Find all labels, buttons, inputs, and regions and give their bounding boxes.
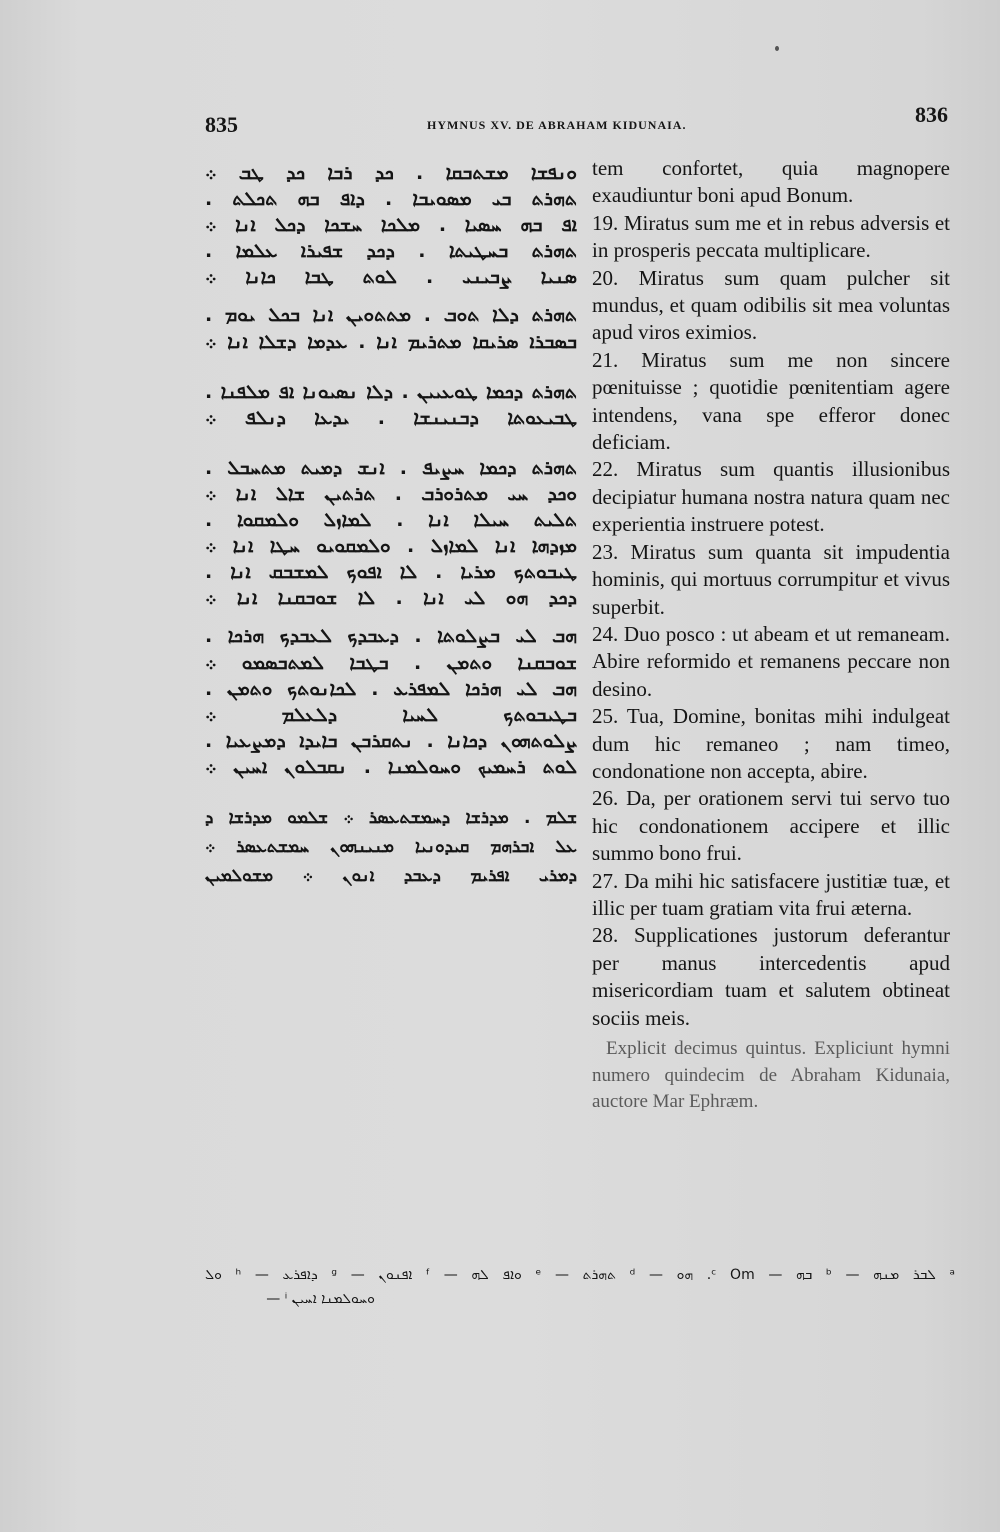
latin-paragraph: 19. Miratus sum me et in rebus adversis et in prosperis peccata multiplicare. <box>592 210 950 263</box>
syriac-line: ܨܠܘܬܗܘܢ ܕܟܐܢܐ . ܢܬܩܪܒܢ ܒܐܝܕܐ ܕܡܨܥܝܐ . <box>205 729 577 752</box>
stanza-gap <box>205 780 577 804</box>
latin-paragraph: 22. Miratus sum quantis illusionibus decipiatur humana nostra natura quam nec experientia instruere potest. <box>592 457 950 537</box>
syriac-line: ܕܟܕ ܗܘ ܠܝ ܐܢܐ . ܠܐ ܫܘܒܩܢܐ ܐܢܐ ܀ <box>205 587 577 610</box>
latin-paragraph: 26. Da, per orationem servi tui servo tuo hic condonationem accipere et illic summo bono frui. <box>592 786 950 866</box>
running-header <box>205 100 950 140</box>
page-number-left: 835 <box>205 112 238 137</box>
latin-paragraph: 25. Tua, Domine, bonitas mihi indulgeat dum hic remaneo ; nam timeo, condonatione non accepta, abire. <box>592 704 950 783</box>
footnote-line: ᵃ ܠܒܪ ܡܢܗ — ᵇ ܒܗ — ᶜ Om. ܗܘ — ᵈ ܬܗܪܬ — ᵉ ܘܐܦ ܠܗ — ᶠ ܐܦܢܘܢ — ᵍ ܕܐܦܪܥ — ʰ ܘܠ <box>205 1267 955 1283</box>
latin-paragraph: 20. Miratus sum quam pulcher sit mundus, et quam odibilis sit mea voluntas apud viros eximios. <box>592 265 950 345</box>
syriac-line: ܒܣܒܪܐ ܣܪܝܩܐ ܡܬܪܝܡ ܐܢܐ . ܥܕܡܐ ܕܫܠܐ ܐܢܐ ܀ <box>205 330 577 353</box>
syriac-line: ܗܒ ܠܝ ܗܪܟܐ ܠܡܦܪܥ . ܠܟܐܢܘܬܟ ܘܬܡܢ . <box>205 677 577 700</box>
syriac-line: ܬܗܪܬ ܕܠܐ ܬܘܒ . ܡܬܬܘܝܢ ܐܢܐ ܒܟܠ ܝܘܡ . <box>205 304 577 327</box>
stanza-gap <box>205 431 577 455</box>
syriac-line: ܣܢܝܐ ܨܒܝܢܝ . ܠܘܬ ܛܒܐ ܟܐܢܐ ܀ <box>205 266 577 289</box>
syriac-line: ܛܒܝܥܘܬܐ ܕܒܢܝܢܫܐ . ܝܕܥܐ ܕܢܠܦ ܀ <box>205 406 577 429</box>
syriac-subscription-line: ܫܠܡ . ܡܕܪܫܐ ܕܚܡܫܬܥܣܪ ܀ ܫܠܡܘ ܡܕܪܫܐ ܕ <box>205 807 577 828</box>
syriac-line: ܐܦ ܒܗ ܚܣܝܐ . ܡܠܟܐ ܚܫܟܐ ܕܟܠ ܐܢܐ ܀ <box>205 214 577 237</box>
running-title: HYMNUS XV. DE ABRAHAM KIDUNAIA. <box>427 118 687 132</box>
syriac-line: ܬܗܪܬ ܕܟܡܐ ܚܨܝܦ . ܐܢܫ ܕܡܝܬ ܡܬܚܒܠ . <box>205 456 577 479</box>
latin-column <box>592 155 950 1135</box>
ink-speck <box>775 46 779 51</box>
latin-paragraph: tem confortet, quia magnopere exaudiuntur boni apud Bonum. <box>592 156 950 208</box>
latin-paragraph: 23. Miratus sum quanta sit impudentia hominis, qui mortuus corrumpitur et vivus superbit. <box>592 539 950 619</box>
syriac-line: ܬܗܪܬ ܕܟܡܐ ܛܘܥܝܝܢ . ܕܠܐ ܢܣܝܘܢܐ ܐܦ ܡܠܦܢܐ . <box>205 380 577 403</box>
syriac-line: ܘܢܦܫܐ ܡܫܬܒܩܐ . ܟܕ ܪܒܐ ܟܕ ܛܒ ܀ <box>205 162 577 184</box>
page-number-right: 836 <box>915 102 948 127</box>
syriac-line: ܬܠܝܬ ܚܝܠܐ ܐܢܐ . ܠܡܐܙܠ ܘܠܡܩܘܐ . <box>205 509 577 532</box>
latin-paragraph: 28. Supplicationes justorum deferantur per manus intercedentis apud misericordiam tuam et salutem obtineat sociis meis. <box>592 923 950 1030</box>
syriac-line: ܗܒ ܠܝ ܒܨܠܘܬܐ . ܕܥܒܕܟ ܠܥܒܕܟ ܗܪܟܐ . <box>205 625 577 648</box>
stanza-gap <box>205 611 577 623</box>
syriac-line: ܫܘܒܩܢܐ ܘܬܡܢ . ܒܛܒܐ ܠܡܬܒܣܡܘ ܀ <box>205 651 577 674</box>
stanza-gap <box>205 290 577 302</box>
syriac-subscription-line: ܥܠ ܐܒܪܗܡ ܩܝܕܘܢܝܐ ܡܢܝܢܗܘܢ ܚܡܫܬܥܣܪ ܀ <box>205 836 577 857</box>
stanza-gap <box>205 355 577 379</box>
latin-paragraph: 27. Da mihi hic satisfacere justitiæ tuæ, et illic per tuam gratiam vita frui æterna. <box>592 868 950 920</box>
footnote-line: ܘܚܘܠܡܢܐ ܐܚܝܢ ⁱ — <box>266 1291 375 1307</box>
syriac-line: ܬܗܪܬ ܒܝ ܡܣܘܝܒܐ . ܕܐܦ ܒܗ ܬܟܠܬ . <box>205 188 577 211</box>
syriac-column <box>205 160 577 891</box>
explicit-colophon: Explicit decimus quintus. Expliciunt hymni numero quindecim de Abraham Kidunaia, auctore Mar Ephræm. <box>592 1038 950 1112</box>
syriac-line: ܛܝܒܘܬܟ ܡܪܝܐ . ܠܐ ܐܦܘܟ ܠܡܫܒܩ ܐܢܐ . <box>205 561 577 584</box>
syriac-line: ܒܛܝܒܘܬܟ ܠܚܝܐ ܕܠܥܠܡ ܀ <box>205 703 577 726</box>
syriac-line: ܡܙܕܗܐ ܐܢܐ ܠܡܐܙܠ . ܘܠܡܩܘܝܘ ܚܛܐ ܐܢܐ ܀ <box>205 535 577 558</box>
syriac-line: ܬܗܪܬ ܒܚܛܝܬܐ . ܕܟܕ ܫܦܝܪܐ ܥܠܡܐ . <box>205 240 577 263</box>
footnotes <box>205 1263 955 1311</box>
syriac-line: ܠܘܬ ܪܚܡܝܟ ܘܚܘܠܡܢܐ . ܢܩܒܠܘܢ ܐܚܝܢ ܀ <box>205 755 577 778</box>
latin-paragraph: 24. Duo posco : ut abeam et ut remaneam. Abire reformido et remanens peccare non desino. <box>592 621 950 701</box>
syriac-line: ܘܟܕ ܚܝ ܡܬܪܘܪܒ . ܬܪܬܝܢ ܫܐܠ ܐܢܐ ܀ <box>205 482 577 505</box>
syriac-subscription-line: ܕܡܪܝ ܐܦܪܝܡ ܕܥܒܕ ܐܢܘܢ ܀ ܡܫܘܠܡܝܢ <box>205 865 577 886</box>
latin-paragraph: 21. Miratus sum me non sincere pœnituisse ; quotidie pœnitentiam agere intendens, vana spe efferor donec deficiam. <box>592 347 950 455</box>
